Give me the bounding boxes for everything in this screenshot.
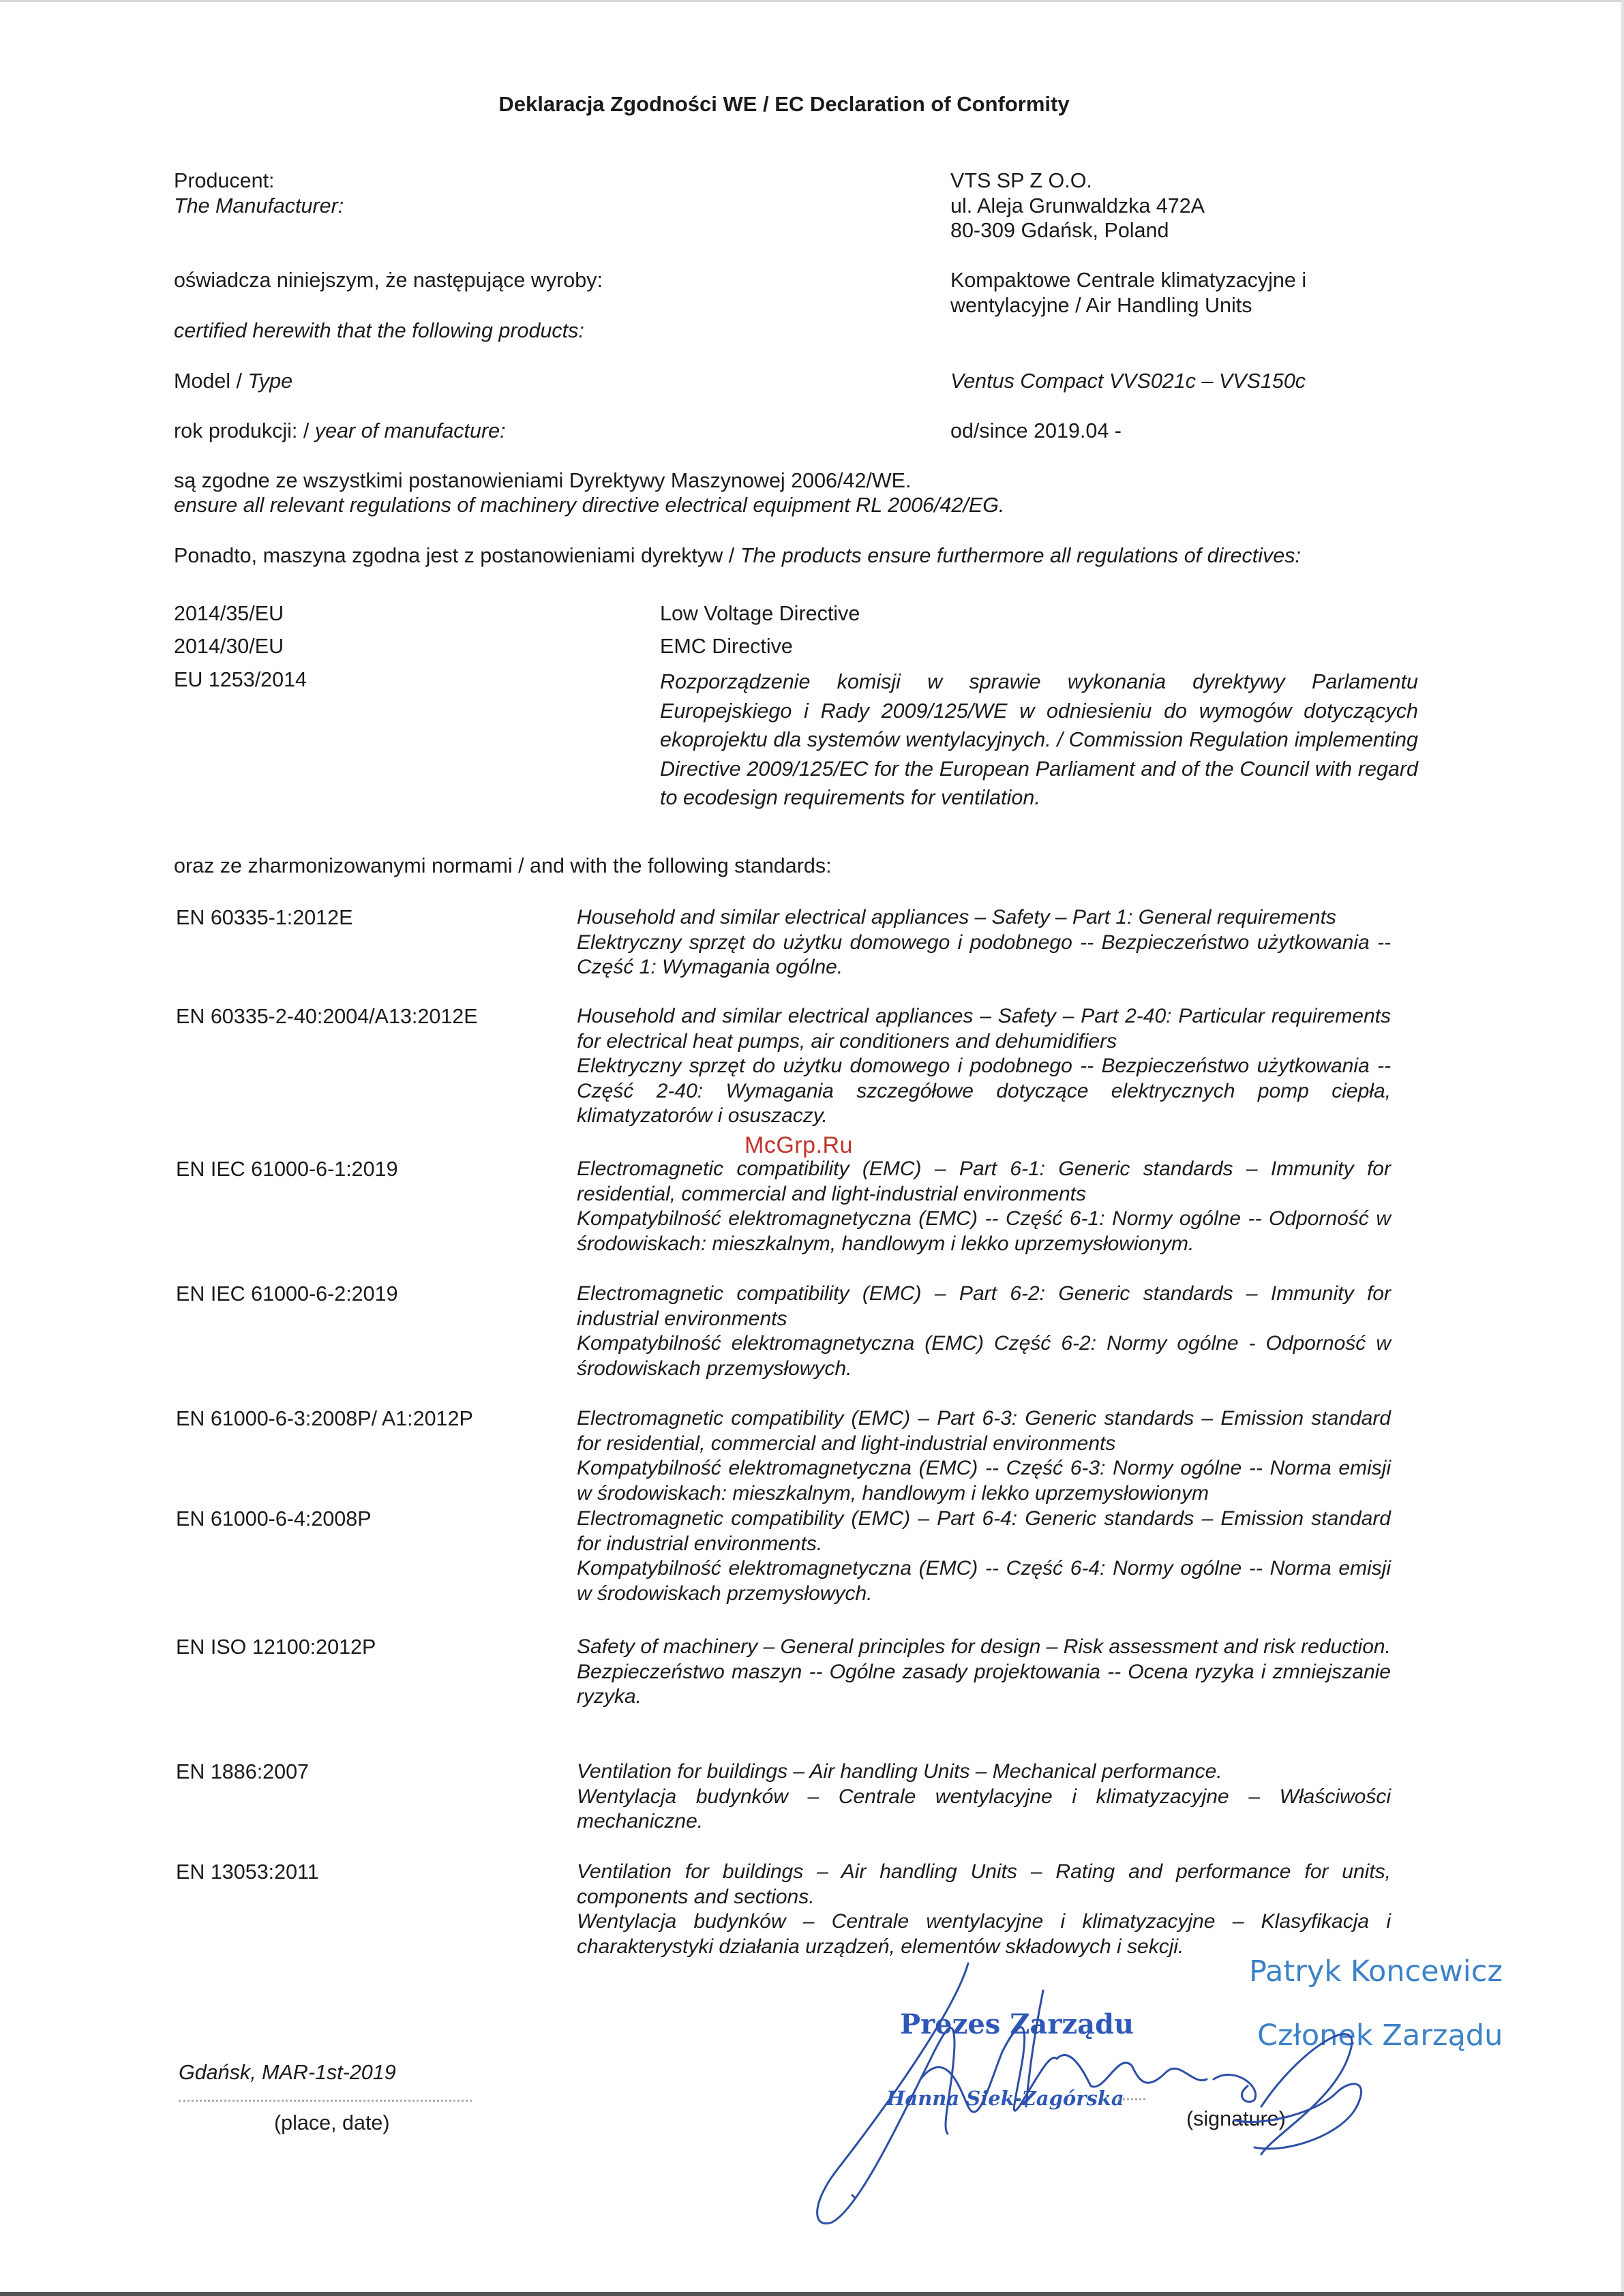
- manufacturer-label-en: The Manufacturer:: [174, 194, 344, 217]
- standard-desc-pl: Kompatybilność elektromagnetyczna (EMC) -- Część 6-1: Normy ogólne -- Odporność w środowiskach: mieszkalnym, handlowym i lekko uprzemysłowionym.: [577, 1207, 1391, 1255]
- standard-desc-pl: Wentylacja budynków – Centrale wentylacyjne i klimatyzacyjne – Właściwości mechaniczne.: [577, 1785, 1391, 1832]
- standard-description: [577, 1157, 1391, 1256]
- conformity-line-pl: są zgodne ze wszystkimi postanowieniami Dyrektywy Maszynowej 2006/42/WE.: [174, 469, 912, 492]
- standard-desc-en: Safety of machinery – General principles for design – Risk assessment and risk reduction.: [577, 1635, 1391, 1658]
- place-date-label: (place, date): [274, 2111, 390, 2134]
- directives-intro-pl: Ponadto, maszyna zgodna jest z postanowieniami dyrektyw /: [174, 544, 740, 567]
- standard-description: [577, 1406, 1391, 1506]
- signature-label: (signature): [1186, 2107, 1286, 2130]
- standard-desc-en: Ventilation for buildings – Air handling Units – Rating and performance for units, components and sections.: [577, 1860, 1391, 1908]
- standard-description: [577, 1759, 1391, 1834]
- products-label-pl: oświadcza niniejszym, że następujące wyroby:: [174, 269, 603, 292]
- directive-name-ecodesign: Rozporządzenie komisji w sprawie wykonania dyrektywy Parlamentu Europejskiego i Rady 2009/125/WE w odniesieniu do wymogów dotyczących ekoprojektu dla systemów wentylacyjnych. / Commission Regulation implementing Directive 2009/125/EC for the European Parliament and of the Council with regard to ecodesign requirements for ventilation.: [660, 670, 1418, 809]
- standard-desc-pl: Wentylacja budynków – Centrale wentylacyjne i klimatyzacyjne – Klasyfikacja i charakterystyki działania urządzeń, elementów składowych i sekcji.: [577, 1910, 1391, 1958]
- standard-desc-en: Household and similar electrical appliances – Safety – Part 1: General requirements: [577, 906, 1336, 928]
- standard-desc-en: Electromagnetic compatibility (EMC) – Part 6-2: Generic standards – Immunity for industrial environments: [577, 1282, 1391, 1330]
- page-edge-bottom: [0, 2292, 1624, 2296]
- document-title: Deklaracja Zgodności WE / EC Declaration of Conformity: [498, 92, 1070, 116]
- standard-desc-pl: Elektryczny sprzęt do użytku domowego i podobnego -- Bezpieczeństwo użytkowania -- Część 1: Wymagania ogólne.: [577, 931, 1391, 978]
- stamp-member-name: Patryk Koncewicz: [1249, 1954, 1503, 1989]
- watermark: McGrp.Ru: [745, 1132, 853, 1158]
- model-label-en: Type: [247, 369, 293, 393]
- stamp-member-title: Członek Zarządu: [1257, 2019, 1503, 2053]
- production-year-value: od/since 2019.04 -: [950, 419, 1122, 442]
- production-year-label-en: year of manufacture:: [314, 419, 506, 442]
- directive-code: EU 1253/2014: [174, 668, 307, 691]
- standard-desc-pl: Kompatybilność elektromagnetyczna (EMC) Część 6-2: Normy ogólne - Odporność w środowiskach przemysłowych.: [577, 1332, 1391, 1380]
- signature-strokes: [817, 1963, 1362, 2224]
- products-value-2: wentylacyjne / Air Handling Units: [950, 294, 1252, 317]
- standard-desc-pl: Kompatybilność elektromagnetyczna (EMC) -- Część 6-4: Normy ogólne -- Norma emisji w środowiskach przemysłowych.: [577, 1557, 1391, 1605]
- production-year-label-pl: rok produkcji: /: [174, 419, 315, 442]
- standard-desc-pl: Bezpieczeństwo maszyn -- Ogólne zasady projektowania -- Ocena ryzyka i zmniejszanie ryzyka.: [577, 1660, 1391, 1708]
- products-value-1: Kompaktowe Centrale klimatyzacyjne i: [950, 269, 1307, 292]
- directive-name: Low Voltage Directive: [660, 602, 860, 625]
- manufacturer-label-pl: Producent:: [174, 169, 275, 192]
- directive-code: 2014/30/EU: [174, 635, 284, 658]
- standard-desc-pl: Kompatybilność elektromagnetyczna (EMC) -- Część 6-3: Normy ogólne -- Norma emisji w środowiskach: mieszkalnym, handlowym i lekko uprzemysłowionym: [577, 1457, 1391, 1505]
- conformity-line-en: ensure all relevant regulations of machinery directive electrical equipment RL 2006/42/EG.: [174, 494, 1005, 517]
- standard-description: [577, 1004, 1391, 1129]
- standard-code: EN IEC 61000-6-1:2019: [176, 1158, 398, 1181]
- standard-desc-en: Ventilation for buildings – Air handling Units – Mechanical performance.: [577, 1760, 1222, 1783]
- production-year-label: [174, 419, 506, 443]
- standard-code: EN IEC 61000-6-2:2019: [176, 1282, 398, 1305]
- handwritten-signature: [784, 1950, 1466, 2236]
- standard-description: [577, 1860, 1391, 1959]
- directives-intro: [174, 543, 1301, 568]
- manufacturer-name: VTS SP Z O.O.: [950, 169, 1092, 192]
- model-value: Ventus Compact VVS021c – VVS150c: [950, 369, 1306, 393]
- manufacturer-address-2: 80-309 Gdańsk, Poland: [950, 219, 1169, 242]
- place-date-dotted-line: [179, 2100, 472, 2102]
- stamp-president-title: Prezes Zarządu: [900, 2008, 1134, 2040]
- place-date-value: Gdańsk, MAR-1st-2019: [179, 2061, 396, 2084]
- directive-name: EMC Directive: [660, 635, 793, 658]
- standard-desc-pl: Elektryczny sprzęt do użytku domowego i podobnego -- Bezpieczeństwo użytkowania -- Część 2-40: Wymagania szczegółowe dotyczące elektrycznych pomp ciepła, klimatyzatorów i osuszaczy.: [577, 1055, 1391, 1127]
- model-label: [174, 369, 292, 393]
- standard-code: EN 1886:2007: [176, 1760, 310, 1783]
- standard-description: [577, 1635, 1391, 1710]
- standard-description: [577, 1282, 1391, 1381]
- standard-code: EN 61000-6-4:2008P: [176, 1507, 372, 1530]
- standard-desc-en: Household and similar electrical appliances – Safety – Part 2-40: Particular requirements for electrical heat pumps, air conditioners and dehumidifiers: [577, 1005, 1391, 1053]
- standard-code: EN 60335-2-40:2004/A13:2012E: [176, 1005, 478, 1028]
- model-label-pl: Model /: [174, 369, 248, 393]
- directive-code: 2014/35/EU: [174, 602, 284, 625]
- standard-code: EN ISO 12100:2012P: [176, 1635, 376, 1659]
- standard-description: [577, 905, 1391, 980]
- standard-desc-en: Electromagnetic compatibility (EMC) – Part 6-4: Generic standards – Emission standard for industrial environments.: [577, 1507, 1391, 1555]
- standards-intro: oraz ze zharmonizowanymi normami / and with the following standards:: [174, 854, 832, 877]
- standard-code: EN 60335-1:2012E: [176, 906, 353, 929]
- standard-code: EN 61000-6-3:2008P/ A1:2012P: [176, 1407, 473, 1430]
- stamp-president-name: Hanna Siek-Zagórska: [886, 2087, 1124, 2110]
- manufacturer-address-1: ul. Aleja Grunwaldzka 472A: [950, 194, 1205, 217]
- directives-intro-en: The products ensure furthermore all regulations of directives:: [740, 544, 1301, 567]
- page-edge-right: [1621, 0, 1624, 2296]
- standard-code: EN 13053:2011: [176, 1860, 319, 1884]
- standard-description: [577, 1507, 1391, 1606]
- page-edge-top: [0, 0, 1624, 2]
- products-label-en: certified herewith that the following products:: [174, 319, 584, 342]
- standard-desc-en: Electromagnetic compatibility (EMC) – Part 6-3: Generic standards – Emission standard for residential, commercial and light-industrial environments: [577, 1407, 1391, 1455]
- standard-desc-en: Electromagnetic compatibility (EMC) – Part 6-1: Generic standards – Immunity for residential, commercial and light-industrial environments: [577, 1158, 1391, 1205]
